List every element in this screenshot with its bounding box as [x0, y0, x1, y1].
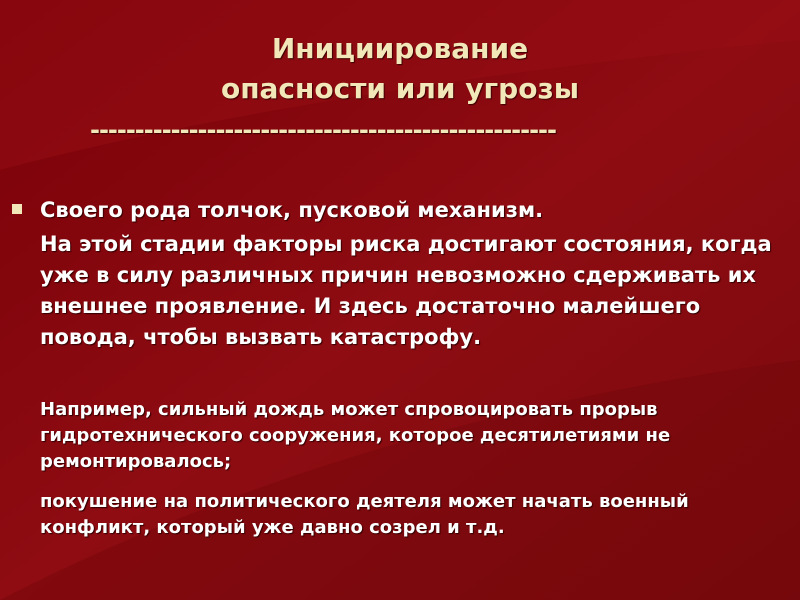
slide-title-line2: опасности или угрозы — [220, 72, 580, 105]
paragraph-example-dam: Например, сильный дождь может спровоцировать прорыв гидротехнического сооружения, которое десятилетиями не ремонтировалось; — [40, 399, 671, 472]
bullet-text: Своего рода толчок, пусковой механизм. — [40, 198, 544, 222]
paragraph-example-conflict: покушение на политического деятеля может начать военный конфликт, который уже давно созрел и т.д. — [40, 491, 689, 538]
paragraph-description: На этой стадии факторы риска достигают состояния, когда уже в силу различных причин невозможно сдерживать их внешнее проявление. И здесь достаточно малейшего повода, чтобы вызвать катастрофу. — [40, 232, 772, 349]
square-bullet-icon — [12, 204, 22, 214]
title-divider: ---------------------------------------------------- — [90, 116, 556, 144]
slide-title-line1: Инициирование — [271, 32, 529, 65]
